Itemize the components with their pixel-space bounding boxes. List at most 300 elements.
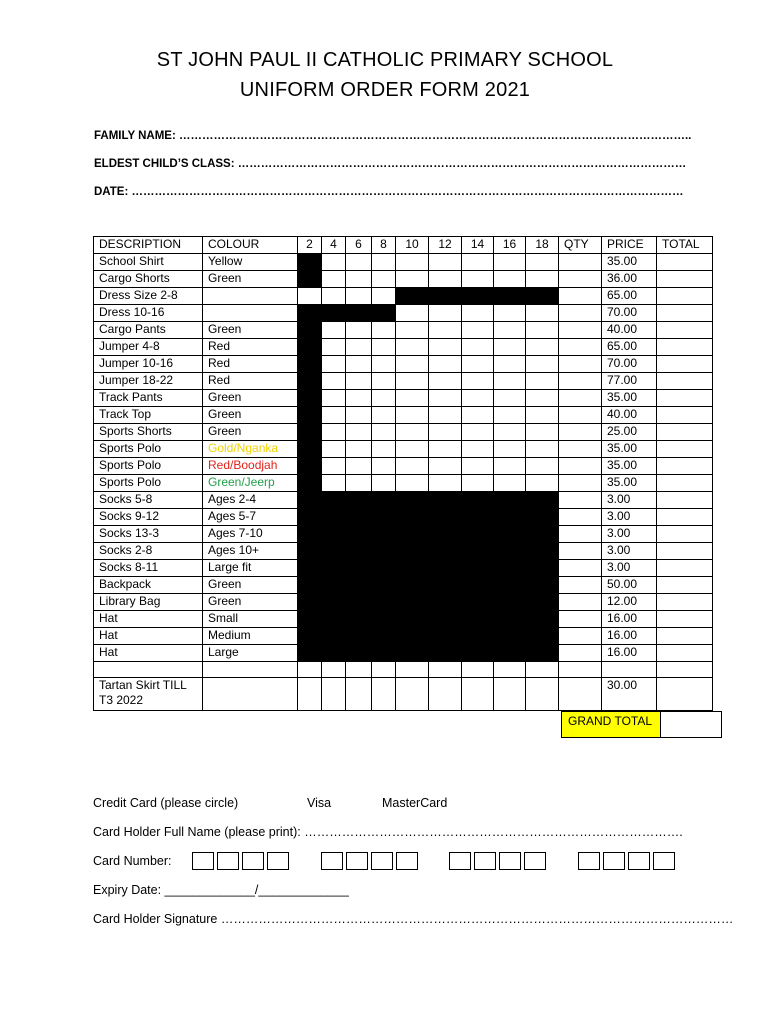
size-cell[interactable] [526,322,559,339]
size-cell[interactable] [494,254,526,271]
size-cell-unavailable [298,560,322,577]
size-cell-unavailable [494,628,526,645]
size-cell-unavailable [372,543,396,560]
total-cell[interactable] [657,526,713,543]
size-cell-unavailable [322,305,346,322]
size-cell[interactable] [462,407,494,424]
qty-cell[interactable] [559,458,602,475]
size-cell[interactable] [494,339,526,356]
card-digit-box[interactable] [192,852,214,870]
total-cell[interactable] [657,441,713,458]
table-row [94,645,713,662]
size-cell[interactable] [346,441,372,458]
size-cell-unavailable [429,560,462,577]
total-cell[interactable] [657,407,713,424]
item-price: 3.00 [602,509,657,526]
total-cell[interactable] [657,424,713,441]
item-colour: Yellow [203,254,298,271]
size-cell[interactable] [494,373,526,390]
size-cell[interactable] [322,441,346,458]
card-holder-name-field[interactable]: Card Holder Full Name (please print): ………………………………………………………………………………. [93,825,683,839]
qty-cell[interactable] [559,254,602,271]
total-cell[interactable] [657,560,713,577]
size-cell[interactable] [526,271,559,288]
item-description: Jumper 4-8 [94,339,203,356]
qty-cell[interactable] [559,441,602,458]
item-colour: Large [203,645,298,662]
size-cell-unavailable [372,594,396,611]
size-cell-unavailable [494,560,526,577]
size-cell[interactable] [396,475,429,492]
item-colour: Red [203,373,298,390]
size-cell[interactable] [298,678,322,711]
qty-cell[interactable] [559,390,602,407]
size-cell[interactable] [526,254,559,271]
card-digit-box[interactable] [499,852,521,870]
size-cell-unavailable [429,526,462,543]
size-cell-unavailable [494,543,526,560]
size-cell-unavailable [462,288,494,305]
qty-cell[interactable] [559,424,602,441]
size-cell-unavailable [494,288,526,305]
size-cell-unavailable [298,645,322,662]
item-colour: Large fit [203,560,298,577]
item-description: Sports Shorts [94,424,203,441]
size-cell-unavailable [429,628,462,645]
size-cell[interactable] [462,271,494,288]
size-cell[interactable] [372,441,396,458]
size-cell[interactable] [322,322,346,339]
size-cell-unavailable [372,577,396,594]
qty-cell[interactable] [559,509,602,526]
size-cell[interactable] [322,475,346,492]
item-colour [203,288,298,305]
size-cell-unavailable [526,492,559,509]
item-colour: Red [203,339,298,356]
total-cell[interactable] [657,356,713,373]
size-cell-unavailable [372,305,396,322]
size-cell-unavailable [298,373,322,390]
size-cell[interactable] [372,288,396,305]
size-cell[interactable] [396,254,429,271]
size-cell[interactable] [346,424,372,441]
size-cell[interactable] [372,390,396,407]
size-cell[interactable] [372,458,396,475]
size-cell[interactable] [322,271,346,288]
size-cell[interactable] [429,390,462,407]
size-cell-unavailable [429,288,462,305]
size-cell[interactable] [429,407,462,424]
size-cell[interactable] [322,678,346,711]
size-cell[interactable] [429,322,462,339]
size-cell-unavailable [526,594,559,611]
size-cell[interactable] [346,458,372,475]
item-price: 3.00 [602,526,657,543]
size-cell-unavailable [298,577,322,594]
size-cell[interactable] [429,458,462,475]
total-cell[interactable] [657,594,713,611]
size-cell[interactable] [462,678,494,711]
table-row [94,305,713,322]
size-cell[interactable] [346,271,372,288]
item-colour: Green [203,390,298,407]
qty-cell[interactable] [559,645,602,662]
size-cell[interactable] [462,373,494,390]
qty-cell[interactable] [559,560,602,577]
size-cell[interactable] [494,271,526,288]
total-cell[interactable] [657,645,713,662]
visa-option[interactable]: Visa [307,796,332,810]
size-cell-unavailable [346,543,372,560]
item-description: Cargo Pants [94,322,203,339]
expiry-date-field[interactable]: Expiry Date: _____________/_____________ [93,883,349,897]
size-cell[interactable] [526,424,559,441]
size-cell[interactable] [429,475,462,492]
size-cell-unavailable [346,492,372,509]
size-cell[interactable] [526,305,559,322]
table-row [94,424,713,441]
size-cell-unavailable [462,628,494,645]
item-description: Dress Size 2-8 [94,288,203,305]
size-cell[interactable] [346,373,372,390]
size-cell[interactable] [462,356,494,373]
eldest-class-field[interactable]: ELDEST CHILD’S CLASS: ……………………………………………………………………………………………………… [94,158,687,170]
item-price: 36.00 [602,271,657,288]
total-cell[interactable] [657,543,713,560]
size-cell[interactable] [346,407,372,424]
item-colour [203,305,298,322]
size-cell[interactable] [494,441,526,458]
item-colour: Green [203,322,298,339]
total-cell[interactable] [657,254,713,271]
size-cell[interactable] [526,373,559,390]
size-cell-unavailable [429,645,462,662]
qty-cell[interactable] [559,475,602,492]
size-cell[interactable] [322,407,346,424]
card-digit-box[interactable] [603,852,625,870]
qty-cell[interactable] [559,407,602,424]
size-cell[interactable] [494,407,526,424]
item-colour: Green [203,594,298,611]
size-cell[interactable] [462,458,494,475]
total-cell[interactable] [657,305,713,322]
uniform-order-table [93,236,713,711]
size-cell[interactable] [526,678,559,711]
item-description: Jumper 18-22 [94,373,203,390]
empty-cell [526,662,559,678]
size-cell[interactable] [396,356,429,373]
size-cell-unavailable [372,611,396,628]
size-cell[interactable] [429,373,462,390]
size-cell-unavailable [298,509,322,526]
card-digit-box[interactable] [346,852,368,870]
grand-total-value[interactable] [661,711,722,738]
item-colour: Green [203,424,298,441]
size-cell[interactable] [322,390,346,407]
size-cell-unavailable [372,560,396,577]
item-price: 40.00 [602,407,657,424]
card-digit-box[interactable] [628,852,650,870]
size-cell[interactable] [396,678,429,711]
size-cell[interactable] [462,390,494,407]
table-row [94,678,713,711]
total-cell[interactable] [657,577,713,594]
size-cell-unavailable [372,645,396,662]
size-cell[interactable] [396,339,429,356]
qty-cell[interactable] [559,356,602,373]
item-description: Library Bag [94,594,203,611]
size-cell-unavailable [298,543,322,560]
size-cell-unavailable [396,288,429,305]
size-cell[interactable] [346,288,372,305]
size-cell[interactable] [346,322,372,339]
size-cell[interactable] [462,322,494,339]
size-cell[interactable] [396,271,429,288]
date-field[interactable]: DATE: ……………………………………………………………………………………………………………………………… [94,186,684,198]
size-cell[interactable] [429,678,462,711]
size-cell-unavailable [526,288,559,305]
total-cell[interactable] [657,271,713,288]
size-cell[interactable] [322,288,346,305]
size-cell-unavailable [396,577,429,594]
total-cell[interactable] [657,509,713,526]
total-cell[interactable] [657,678,713,711]
card-digit-box[interactable] [396,852,418,870]
total-cell[interactable] [657,628,713,645]
item-price: 40.00 [602,322,657,339]
qty-cell[interactable] [559,339,602,356]
size-cell[interactable] [298,288,322,305]
empty-row [94,662,713,678]
total-cell[interactable] [657,322,713,339]
size-cell[interactable] [494,678,526,711]
size-cell-unavailable [298,458,322,475]
item-price: 35.00 [602,254,657,271]
size-cell[interactable] [346,254,372,271]
size-cell[interactable] [494,475,526,492]
size-cell[interactable] [526,407,559,424]
card-digit-box[interactable] [321,852,343,870]
size-cell[interactable] [346,339,372,356]
size-cell[interactable] [526,441,559,458]
size-cell[interactable] [396,441,429,458]
qty-cell[interactable] [559,288,602,305]
size-cell-unavailable [396,526,429,543]
size-cell[interactable] [372,475,396,492]
size-cell[interactable] [526,356,559,373]
size-cell[interactable] [346,356,372,373]
size-cell[interactable] [372,356,396,373]
size-cell[interactable] [322,356,346,373]
size-cell-unavailable [346,645,372,662]
item-description: Track Top [94,407,203,424]
size-cell[interactable] [494,305,526,322]
size-cell-unavailable [526,611,559,628]
total-cell[interactable] [657,339,713,356]
total-cell[interactable] [657,611,713,628]
item-description: Dress 10-16 [94,305,203,322]
total-cell[interactable] [657,288,713,305]
size-cell-unavailable [526,543,559,560]
card-digit-box[interactable] [371,852,393,870]
total-cell[interactable] [657,458,713,475]
size-cell[interactable] [494,424,526,441]
size-cell[interactable] [322,373,346,390]
table-row [94,271,713,288]
card-number-group [192,852,289,870]
card-digit-box[interactable] [524,852,546,870]
size-cell[interactable] [372,339,396,356]
size-cell[interactable] [372,678,396,711]
size-cell[interactable] [372,407,396,424]
size-cell[interactable] [372,424,396,441]
empty-cell [298,662,322,678]
item-price: 35.00 [602,458,657,475]
size-cell[interactable] [429,305,462,322]
size-cell[interactable] [396,390,429,407]
size-cell[interactable] [462,254,494,271]
qty-cell[interactable] [559,305,602,322]
size-cell[interactable] [429,254,462,271]
size-cell[interactable] [494,322,526,339]
size-cell[interactable] [322,424,346,441]
size-cell-unavailable [396,543,429,560]
qty-cell[interactable] [559,628,602,645]
qty-cell[interactable] [559,577,602,594]
size-cell-unavailable [429,577,462,594]
item-price: 3.00 [602,560,657,577]
qty-cell[interactable] [559,594,602,611]
size-cell-unavailable [462,645,494,662]
size-cell-unavailable [346,509,372,526]
size-cell[interactable] [494,356,526,373]
empty-cell [494,662,526,678]
size-cell-unavailable [298,339,322,356]
size-cell[interactable] [429,356,462,373]
size-cell[interactable] [429,424,462,441]
size-cell-unavailable [494,577,526,594]
size-cell[interactable] [526,475,559,492]
card-digit-box[interactable] [578,852,600,870]
size-cell[interactable] [526,458,559,475]
empty-cell [94,662,203,678]
size-cell[interactable] [322,254,346,271]
item-description: Cargo Shorts [94,271,203,288]
card-digit-box[interactable] [267,852,289,870]
size-cell[interactable] [429,441,462,458]
size-cell[interactable] [429,271,462,288]
size-cell-unavailable [346,305,372,322]
size-cell[interactable] [494,390,526,407]
size-cell-unavailable [396,492,429,509]
size-cell[interactable] [396,407,429,424]
size-cell[interactable] [322,339,346,356]
size-cell[interactable] [372,254,396,271]
size-cell[interactable] [462,424,494,441]
size-cell[interactable] [462,339,494,356]
size-cell[interactable] [346,390,372,407]
size-cell[interactable] [372,322,396,339]
size-cell-unavailable [322,560,346,577]
table-row [94,441,713,458]
item-colour: Green [203,271,298,288]
qty-cell[interactable] [559,492,602,509]
card-digit-box[interactable] [242,852,264,870]
qty-cell[interactable] [559,271,602,288]
size-cell-unavailable [396,560,429,577]
size-cell[interactable] [462,441,494,458]
total-cell[interactable] [657,475,713,492]
size-cell[interactable] [396,373,429,390]
item-price: 50.00 [602,577,657,594]
table-row [94,560,713,577]
item-price: 25.00 [602,424,657,441]
card-digit-box[interactable] [449,852,471,870]
size-cell[interactable] [396,322,429,339]
size-cell[interactable] [396,458,429,475]
mastercard-option[interactable]: MasterCard [382,796,448,810]
qty-cell[interactable] [559,678,602,711]
total-cell[interactable] [657,373,713,390]
size-cell-unavailable [322,645,346,662]
size-cell-unavailable [346,577,372,594]
total-cell[interactable] [657,390,713,407]
item-description: Socks 5-8 [94,492,203,509]
family-name-field[interactable]: FAMILY NAME: …………………………………………………………………………………………………………………….. [94,130,692,142]
qty-cell[interactable] [559,373,602,390]
size-cell-unavailable [526,577,559,594]
size-cell[interactable] [429,339,462,356]
size-cell[interactable] [372,373,396,390]
qty-cell[interactable] [559,322,602,339]
size-cell[interactable] [526,390,559,407]
empty-cell [559,662,602,678]
signature-field[interactable]: Card Holder Signature …………………………………………………………………………………………………………… [93,912,734,926]
item-price: 35.00 [602,390,657,407]
total-cell[interactable] [657,492,713,509]
size-cell[interactable] [346,678,372,711]
size-cell-unavailable [298,594,322,611]
empty-cell [372,662,396,678]
column-header: COLOUR [203,237,298,254]
size-cell[interactable] [396,305,429,322]
column-header: TOTAL [657,237,713,254]
card-digit-box[interactable] [217,852,239,870]
size-cell[interactable] [372,271,396,288]
size-cell[interactable] [322,458,346,475]
size-cell[interactable] [494,458,526,475]
item-price: 35.00 [602,441,657,458]
size-cell[interactable] [462,305,494,322]
card-digit-box[interactable] [653,852,675,870]
size-cell[interactable] [346,475,372,492]
size-cell[interactable] [462,475,494,492]
qty-cell[interactable] [559,526,602,543]
card-digit-box[interactable] [474,852,496,870]
size-cell-unavailable [494,526,526,543]
item-colour: Green/Jeerp [203,475,298,492]
qty-cell[interactable] [559,543,602,560]
size-cell-unavailable [462,492,494,509]
size-cell[interactable] [526,339,559,356]
size-cell-unavailable [429,611,462,628]
table-row [94,611,713,628]
size-cell[interactable] [396,424,429,441]
qty-cell[interactable] [559,611,602,628]
size-cell-unavailable [494,611,526,628]
column-header: 12 [429,237,462,254]
size-cell-unavailable [372,492,396,509]
